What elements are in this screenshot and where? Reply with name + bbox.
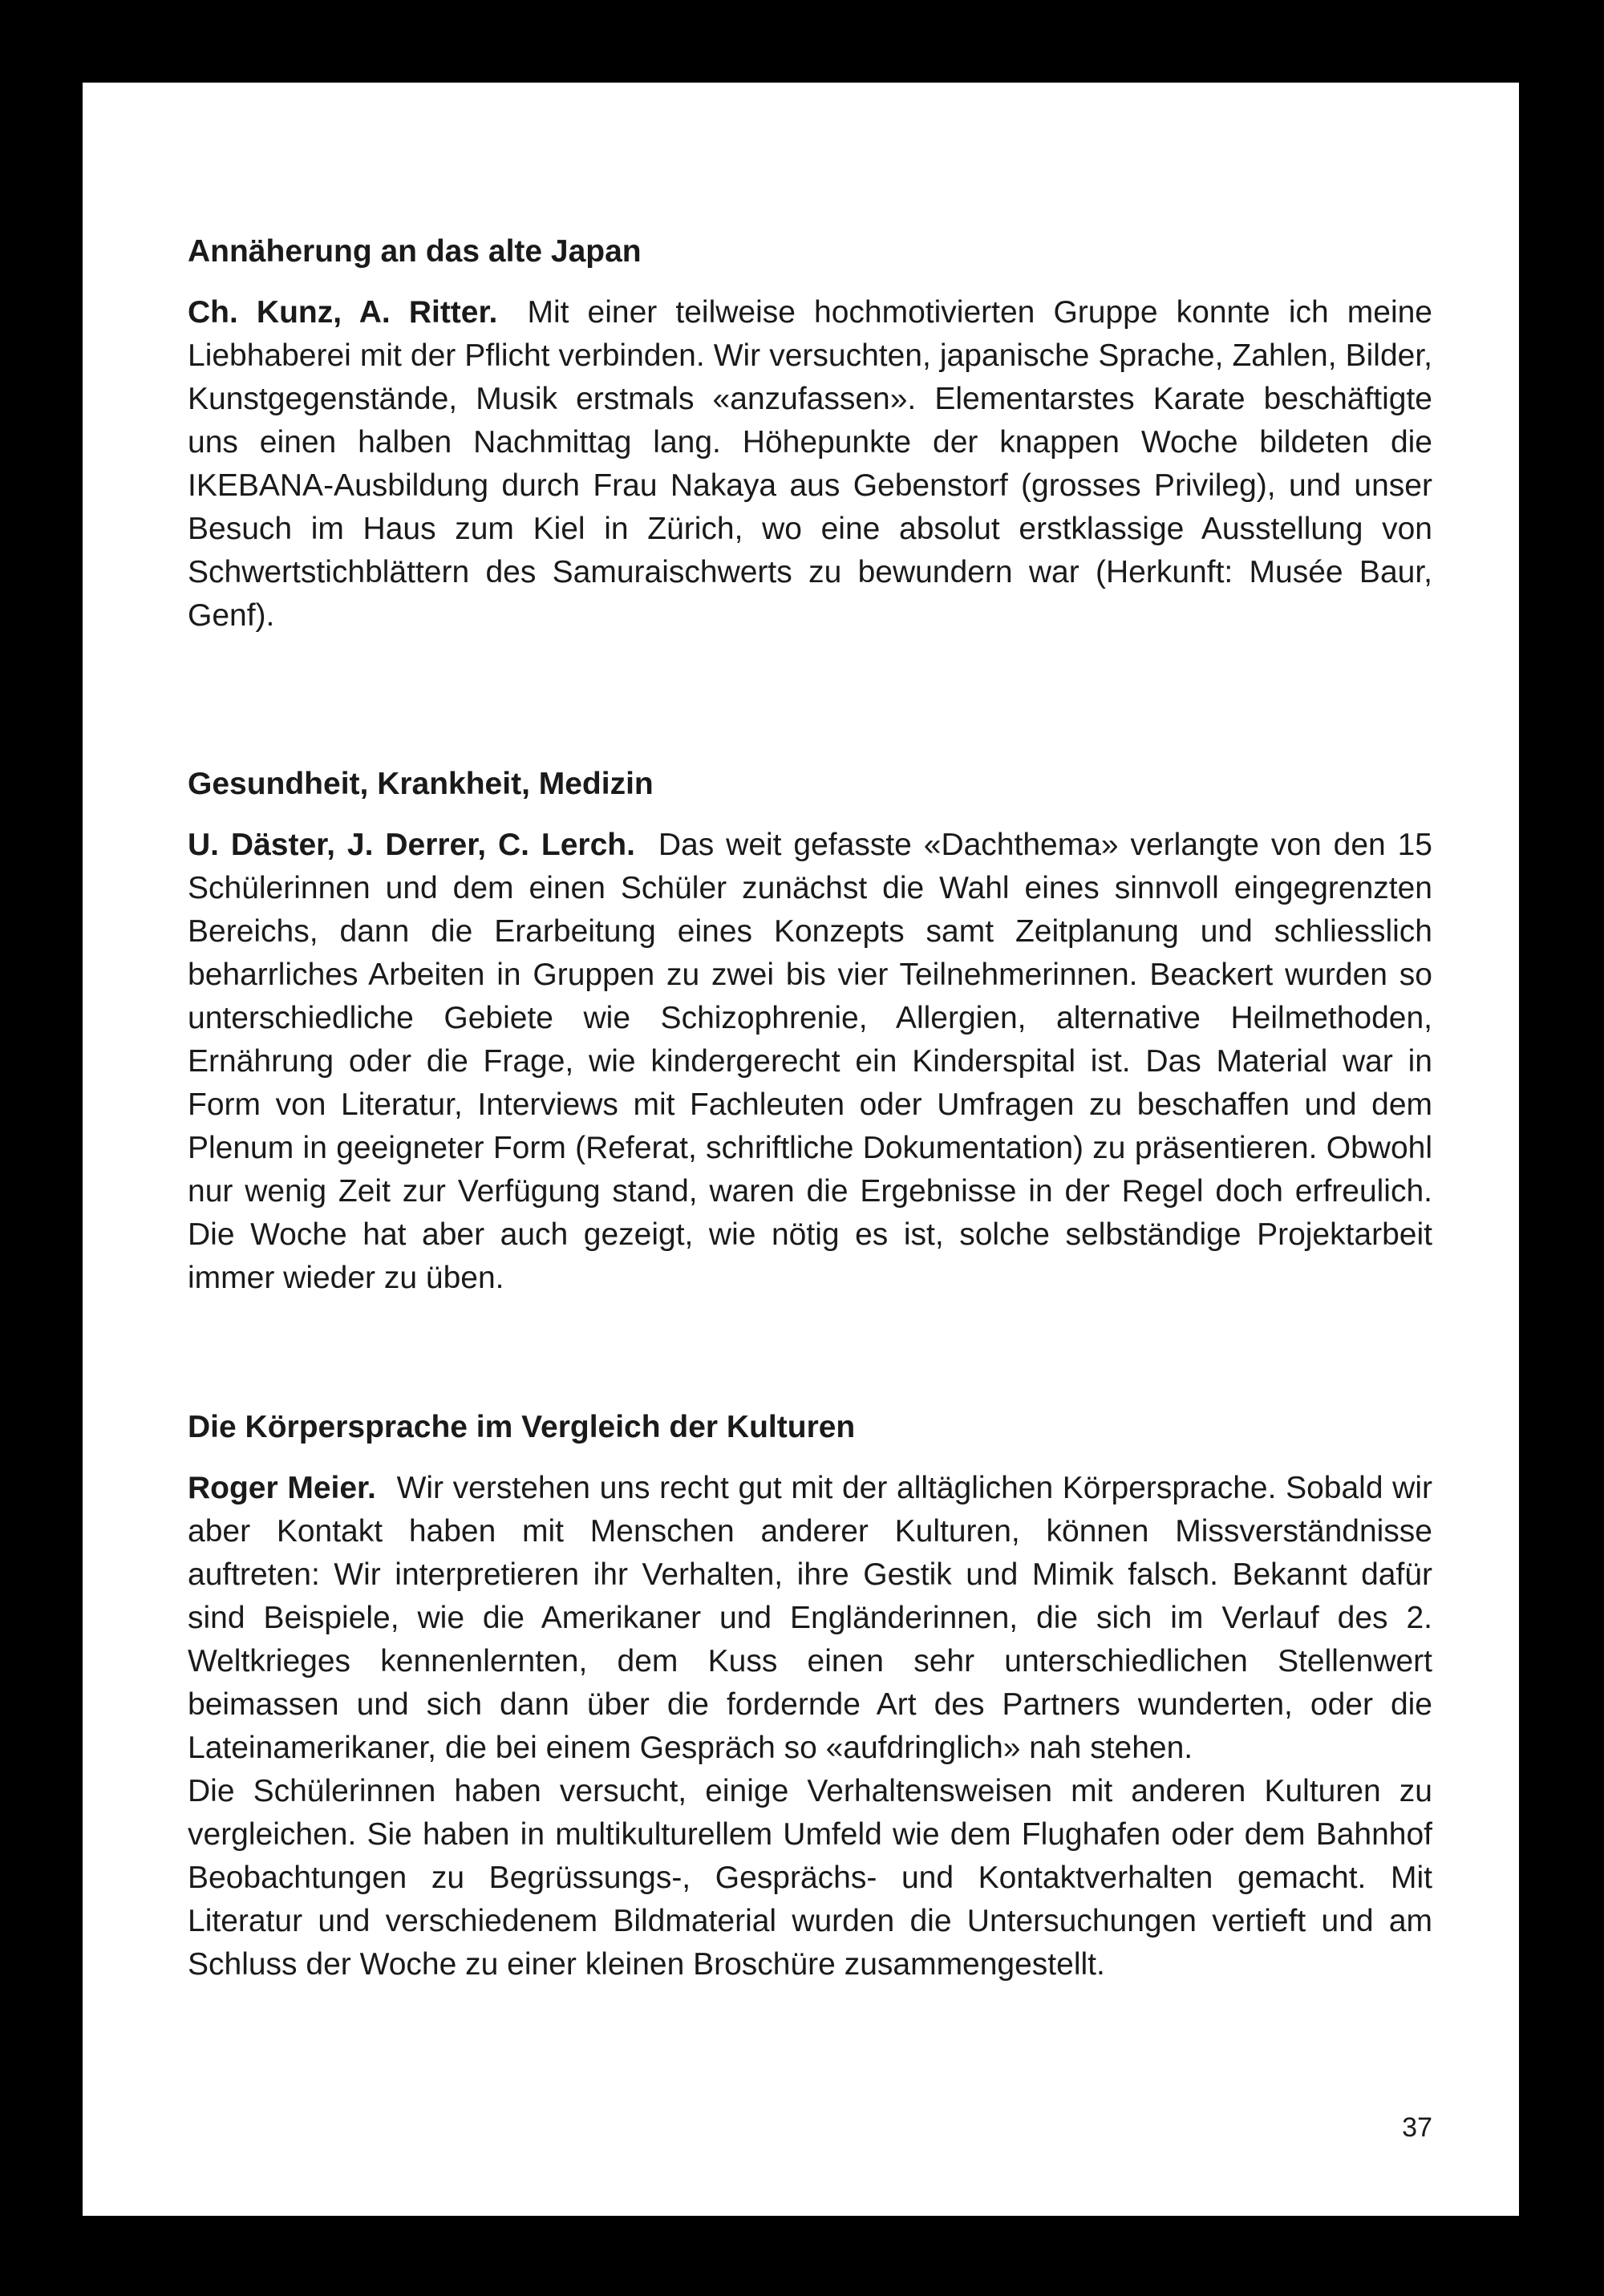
paragraph-text: Mit einer teilweise hochmotivierten Gruppe konnte ich meine Liebhaberei mit der Pflicht verbinden. Wir versuchten, japanische Sprache, Zahlen, Bilder, Kunstgegenstände, Musik erstmals «anzufassen». Elementarstes Karate beschäftigte uns einen halben Nachmittag lang. Höhepunkte der knappen Woche bildeten die IKEBANA-Ausbildung durch Frau Nakaya aus Gebenstorf (grosses Privileg), und unser Besuch im Haus zum Kiel in Zürich, wo eine absolut erstklassige Ausstellung von Schwertstichblättern des Samuraischwerts zu bewundern war (Herkunft: Musée Baur, Genf). bbox=[188, 295, 1432, 633]
section-medicine bbox=[188, 763, 1432, 1300]
paragraph-text: Die Schülerinnen haben versucht, einige Verhaltensweisen mit anderen Kulturen zu vergleichen. Sie haben in multikulturellem Umfeld wie dem Flughafen oder dem Bahnhof Beobachtungen zu Begrüssungs-, Gesprächs- und Kontaktverhalten gemacht. Mit Literatur und verschiedenem Bildmaterial wurden die Untersuchungen vertieft und am Schluss der Woche zu einer kleinen Broschüre zusammengestellt. bbox=[188, 1774, 1432, 1982]
section-body bbox=[188, 1467, 1432, 1770]
section-authors: Ch. Kunz, A. Ritter. bbox=[188, 295, 498, 330]
section-authors: Roger Meier. bbox=[188, 1471, 376, 1505]
section-body bbox=[188, 291, 1432, 638]
section-title: Die Körpersprache im Vergleich der Kulturen bbox=[188, 1410, 856, 1444]
section-authors: U. Däster, J. Derrer, C. Lerch. bbox=[188, 828, 635, 862]
paragraph-text: Das weit gefasste «Dachthema» verlangte von den 15 Schülerinnen und dem einen Schüler zunächst die Wahl eines sinnvoll eingegrenzten Bereichs, dann die Erarbeitung eines Konzepts samt Zeitplanung und schliesslich beharrliches Arbeiten in Gruppen zu zwei bis vier Teilnehmerinnen. Beackert wurden so unterschiedliche Gebiete wie Schizophrenie, Allergien, alternative Heilmethoden, Ernährung oder die Frage, wie kindergerecht ein Kinderspital ist. Das Material war in Form von Literatur, Interviews mit Fachleuten oder Umfragen zu beschaffen und dem Plenum in geeigneter Form (Referat, schriftliche Dokumentation) zu präsentieren. Obwohl nur wenig Zeit zur Verfügung stand, waren die Ergebnisse in der Regel doch erfreulich. Die Woche hat aber auch gezeigt, wie nötig es ist, solche selbständige Projektarbeit immer wieder zu üben. bbox=[188, 828, 1432, 1295]
page-number: 37 bbox=[1402, 2112, 1432, 2143]
section-body bbox=[188, 824, 1432, 1300]
section-title: Gesundheit, Krankheit, Medizin bbox=[188, 767, 654, 801]
section-title: Annäherung an das alte Japan bbox=[188, 234, 642, 269]
document-page bbox=[83, 83, 1519, 2216]
section-japan bbox=[188, 230, 1432, 638]
paragraph-text: Wir verstehen uns recht gut mit der alltäglichen Körpersprache. Sobald wir aber Kontakt haben mit Menschen anderer Kulturen, können Missverständnisse auftreten: Wir interpretieren ihr Verhalten, ihre Gestik und Mimik falsch. Bekannt dafür sind Beispiele, wie die Amerikaner und Engländerinnen, die sich im Verlauf des 2. Weltkrieges kennenlernten, dem Kuss einen sehr unterschiedlichen Stellenwert beimassen und sich dann über die fordernde Art des Partners wunderten, oder die Lateinamerikaner, die bei einem Gespräch so «aufdringlich» nah stehen. bbox=[188, 1471, 1432, 1765]
section-body-language bbox=[188, 1406, 1432, 1986]
